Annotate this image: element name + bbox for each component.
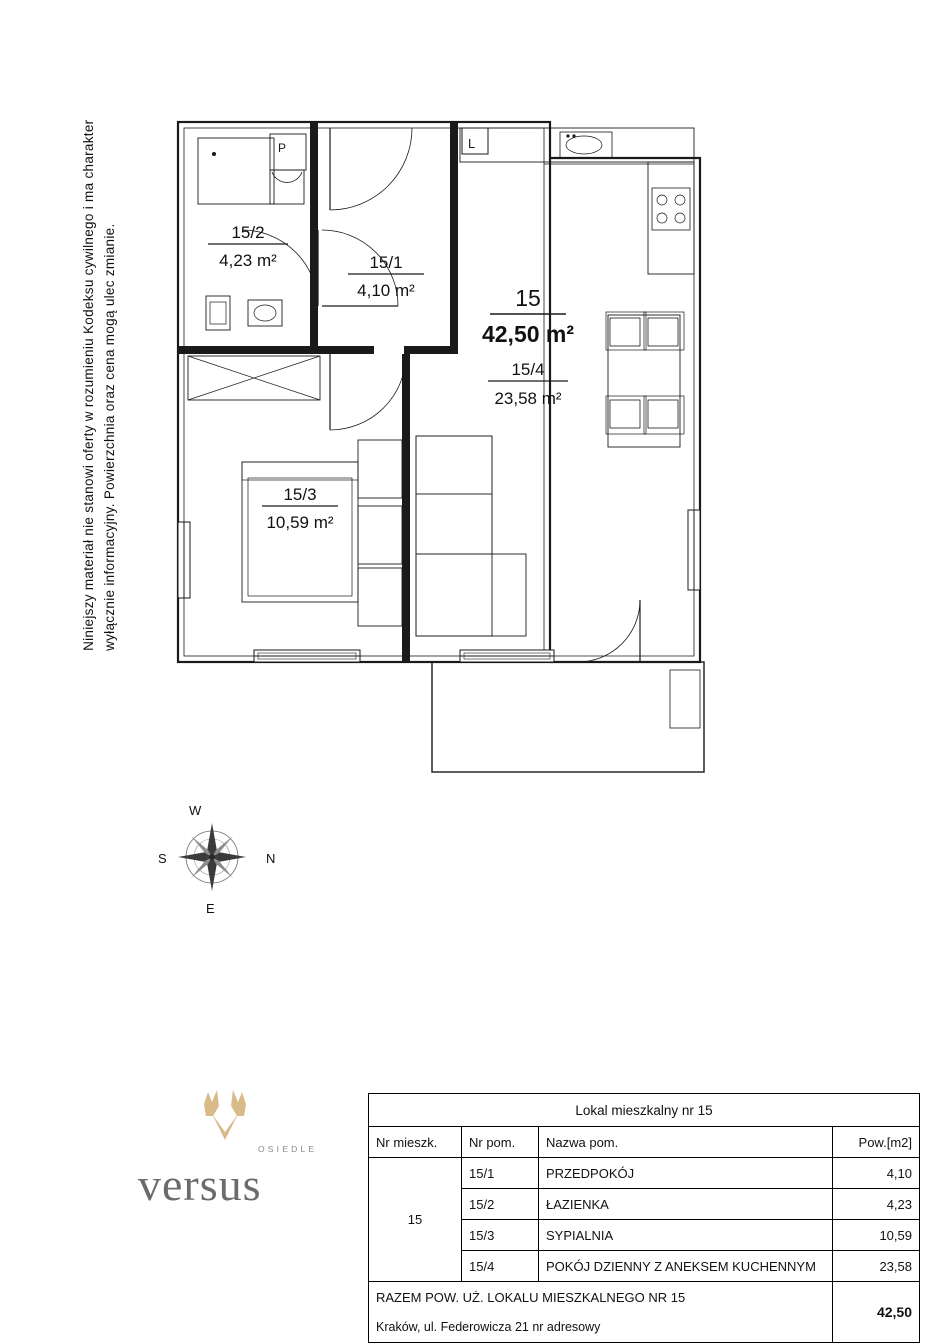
room-code-15-1: 15/1 xyxy=(369,253,403,272)
cell-room-no: 15/3 xyxy=(462,1220,539,1251)
table-summary-row xyxy=(369,1282,920,1313)
apartment-total-area: 42,50 m² xyxy=(481,321,575,347)
room-code-15-2: 15/2 xyxy=(231,223,265,242)
header-nr-mieszk: Nr mieszk. xyxy=(369,1127,462,1158)
svg-text:P: P xyxy=(278,141,287,155)
table-title: Lokal mieszkalny nr 15 xyxy=(369,1094,920,1127)
cell-apartment-no: 15 xyxy=(369,1158,462,1282)
cell-room-area: 4,10 xyxy=(833,1158,920,1189)
compass-label-s: S xyxy=(158,851,167,866)
room-area-15-4: 23,58 m² xyxy=(494,389,562,408)
summary-value: 42,50 xyxy=(833,1282,920,1343)
svg-text:L: L xyxy=(468,136,476,151)
room-code-15-4: 15/4 xyxy=(511,360,545,379)
address-text: Kraków, ul. Federowicza 21 nr adresowy xyxy=(369,1312,833,1343)
logo-subtitle: OSIEDLE xyxy=(258,1144,318,1154)
summary-label: RAZEM POW. UŻ. LOKALU MIESZKALNEGO NR 15 xyxy=(369,1282,833,1313)
compass-label-e: E xyxy=(206,901,215,916)
compass-rose xyxy=(150,795,290,925)
cell-room-area: 10,59 xyxy=(833,1220,920,1251)
apartment-info-table xyxy=(368,1093,920,1343)
cell-room-name: POKÓJ DZIENNY Z ANEKSEM KUCHENNYM xyxy=(539,1251,833,1282)
apartment-number: 15 xyxy=(515,285,541,311)
disclaimer-text: Niniejszy materiał nie stanowi oferty w rozumieniu Kodeksu cywilnego i ma charakter wyłącznie informacyjny. Powierzchnia oraz cena mogą ulec zmianie. xyxy=(81,119,117,651)
compass-label-w: W xyxy=(189,803,202,818)
cell-room-area: 23,58 xyxy=(833,1251,920,1282)
table-header-row xyxy=(369,1127,920,1158)
room-area-15-3: 10,59 m² xyxy=(266,513,334,532)
logo-wordmark: versus xyxy=(138,1159,262,1210)
cell-room-no: 15/1 xyxy=(462,1158,539,1189)
header-nr-pom: Nr pom. xyxy=(462,1127,539,1158)
floor-plan-drawing xyxy=(170,110,730,800)
header-nazwa-pom: Nazwa pom. xyxy=(539,1127,833,1158)
cell-room-no: 15/2 xyxy=(462,1189,539,1220)
brand-logo xyxy=(120,1040,330,1250)
room-area-15-1: 4,10 m² xyxy=(357,281,415,300)
room-area-15-2: 4,23 m² xyxy=(219,251,277,270)
table-title-row xyxy=(369,1094,920,1127)
cell-room-name: ŁAZIENKA xyxy=(539,1189,833,1220)
cell-room-name: SYPIALNIA xyxy=(539,1220,833,1251)
cell-room-no: 15/4 xyxy=(462,1251,539,1282)
compass-label-n: N xyxy=(266,851,276,866)
cell-room-area: 4,23 xyxy=(833,1189,920,1220)
table-row xyxy=(369,1158,920,1189)
room-code-15-3: 15/3 xyxy=(283,485,317,504)
cell-room-name: PRZEDPOKÓJ xyxy=(539,1158,833,1189)
header-pow: Pow.[m2] xyxy=(833,1127,920,1158)
